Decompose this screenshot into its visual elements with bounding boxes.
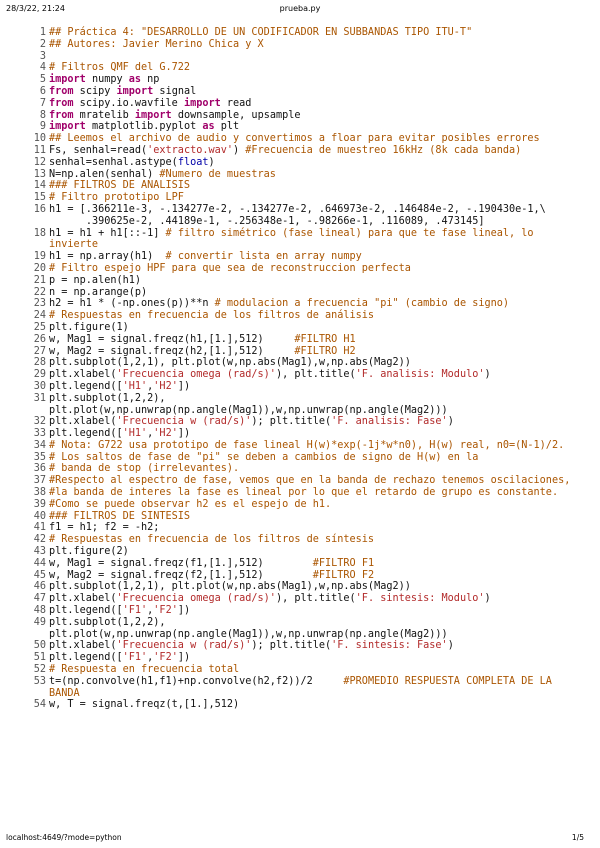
code-token: ): [233, 144, 246, 156]
line-code: [49, 357, 588, 369]
code-line: [28, 169, 588, 181]
line-number: 25: [33, 321, 46, 333]
line-number: 43: [33, 546, 46, 558]
code-token: # Respuesta en frecuencia total: [49, 664, 240, 676]
line-code: [49, 487, 588, 499]
line-number: 9: [39, 121, 46, 133]
line-code: [49, 192, 588, 204]
code-token: 'F1': [122, 605, 148, 617]
line-number: 19: [33, 251, 46, 263]
code-token: from: [49, 109, 74, 121]
line-number: 23: [33, 298, 46, 310]
code-token: plt: [214, 121, 240, 133]
line-code: [49, 522, 588, 534]
line-code: [49, 169, 588, 181]
code-line: [28, 558, 588, 570]
code-token: w, Mag2 = signal.freqz(f2,[1.],512): [49, 569, 313, 581]
code-token: #FILTRO H1: [294, 333, 356, 345]
line-number: 32: [33, 416, 46, 428]
code-line: [28, 334, 588, 346]
code-token: h1 = [.366211e-3, -.134277e-2, -.134277e-2, .646973e-2, .146484e-2, -.190430e-1,\ .390625e-2, .44189e-1, -.256348e-1, -.98266e-1, .116089, .473145]: [49, 203, 546, 227]
code-line: [28, 27, 588, 39]
code-token: ]): [177, 652, 191, 664]
line-number: 11: [33, 144, 46, 156]
code-line: [28, 346, 588, 358]
code-line: [28, 570, 588, 582]
code-line: [28, 381, 588, 393]
code-token: 'Frecuencia omega (rad/s)': [116, 593, 276, 605]
line-code: [49, 393, 588, 417]
code-line: [28, 652, 588, 664]
code-token: # convertir lista en array numpy: [165, 251, 362, 263]
line-number: 52: [33, 664, 46, 676]
code-line: [28, 275, 588, 287]
line-code: [49, 428, 588, 440]
line-number: 48: [33, 605, 46, 617]
code-token: # Los saltos de fase de "pi" se deben a cambios de signo de H(w) en la: [49, 451, 479, 463]
line-number: 35: [33, 451, 46, 463]
line-number: 22: [33, 286, 46, 298]
line-number: 34: [33, 439, 46, 451]
line-number: 5: [39, 74, 46, 86]
line-number: 31: [33, 392, 46, 404]
code-token: # Filtros QMF del G.722: [49, 62, 191, 74]
code-token: plt.subplot(1,2,1), plt.plot(w,np.abs(Mag1),w,np.abs(Mag2)): [49, 581, 411, 593]
line-number: 13: [33, 168, 46, 180]
code-line: [28, 180, 588, 192]
code-token: w, Mag1 = signal.freqz(h1,[1.],512): [49, 333, 295, 345]
code-line: [28, 452, 588, 464]
line-number: 45: [33, 569, 46, 581]
line-number: 29: [33, 369, 46, 381]
code-token: 'H2': [153, 428, 178, 440]
code-token: 'F1': [122, 652, 148, 664]
line-number: 15: [33, 192, 46, 204]
code-line: [28, 121, 588, 133]
code-token: 'H2': [153, 380, 178, 392]
code-token: 'F2': [153, 605, 178, 617]
line-number: 6: [39, 85, 46, 97]
code-token: plt.legend([: [49, 428, 123, 440]
code-token: ,: [147, 428, 154, 440]
code-token: #Respecto al espectro de fase, vemos que en la banda de rechazo tenemos oscilaciones,: [49, 475, 571, 487]
line-code: [49, 62, 588, 74]
code-token: plt.xlabel(: [49, 416, 117, 428]
code-line: [28, 546, 588, 558]
code-line: [28, 664, 588, 676]
line-number: 36: [33, 463, 46, 475]
code-token: f1 = h1; f2 = -h2;: [49, 522, 160, 534]
line-number: 20: [33, 262, 46, 274]
code-token: #Frecuencia de muestreo 16kHz (8k cada banda): [245, 144, 522, 156]
code-token: Fs, senhal=read(: [49, 144, 148, 156]
line-code: [49, 546, 588, 558]
line-code: [49, 334, 588, 346]
line-code: [49, 310, 588, 322]
code-token: plt.legend([: [49, 605, 123, 617]
line-number: 42: [33, 534, 46, 546]
line-code: [49, 605, 588, 617]
code-token: ): [208, 156, 215, 168]
code-line: [28, 463, 588, 475]
line-code: [49, 381, 588, 393]
line-code: [49, 570, 588, 582]
line-number: 28: [33, 357, 46, 369]
line-code: [49, 416, 588, 428]
code-token: # Respuestas en frecuencia de los filtros de síntesis: [49, 534, 375, 546]
code-token: import: [134, 109, 172, 121]
line-number: 41: [33, 522, 46, 534]
line-code: [49, 110, 588, 122]
code-token: ,: [147, 605, 154, 617]
code-line: [28, 251, 588, 263]
line-code: [49, 463, 588, 475]
line-number: 14: [33, 180, 46, 192]
code-token: import: [183, 97, 221, 109]
code-line: [28, 640, 588, 652]
code-line: [28, 475, 588, 487]
code-token: 'F. analisis: Fase': [331, 416, 448, 428]
code-token: ## Autores: Javier Merino Chica y X: [49, 38, 264, 50]
code-token: signal: [153, 85, 197, 97]
code-line: [28, 228, 588, 252]
line-code: [49, 322, 588, 334]
code-token: 'F2': [153, 652, 178, 664]
line-code: [49, 440, 588, 452]
code-line: [28, 192, 588, 204]
page-title: prueba.py: [279, 4, 321, 13]
page-url: localhost:4649/?mode=python: [6, 833, 122, 842]
line-code: [49, 51, 588, 63]
line-code: [49, 27, 588, 39]
code-line: [28, 39, 588, 51]
line-number: 7: [39, 97, 46, 109]
code-token: # Filtro prototipo LPF: [49, 192, 184, 204]
line-number: 44: [33, 557, 46, 569]
line-code: [49, 228, 588, 252]
code-line: [28, 487, 588, 499]
code-line: [28, 157, 588, 169]
line-code: [49, 581, 588, 593]
code-line: [28, 298, 588, 310]
code-token: as: [202, 121, 215, 133]
code-token: ); plt.title(: [251, 640, 332, 652]
code-line: [28, 310, 588, 322]
line-code: [49, 452, 588, 464]
code-token: from: [49, 97, 74, 109]
code-token: float: [177, 156, 209, 168]
code-line: [28, 428, 588, 440]
code-token: n = np.arange(p): [49, 286, 148, 298]
code-token: 'F. sintesis: Fase': [331, 640, 448, 652]
code-line: [28, 86, 588, 98]
code-line: [28, 204, 588, 228]
code-line: [28, 440, 588, 452]
line-code: [49, 39, 588, 51]
code-token: plt.subplot(1,2,1), plt.plot(w,np.abs(Mag1),w,np.abs(Mag2)): [49, 357, 411, 369]
code-token: import: [49, 74, 86, 86]
code-token: # filtro simétrico (fase lineal) para que te fase lineal, lo invierte: [49, 227, 540, 251]
code-token: plt.subplot(1,2,2), plt.plot(w,np.unwrap(np.angle(Mag1)),w,np.unwrap(np.angle(Mag2))): [49, 392, 448, 416]
line-code: [49, 652, 588, 664]
line-number: 4: [39, 62, 46, 74]
code-token: plt.xlabel(: [49, 369, 117, 381]
line-number: 51: [33, 652, 46, 664]
code-token: plt.legend([: [49, 380, 123, 392]
code-line: [28, 499, 588, 511]
line-code: [49, 369, 588, 381]
line-number: 47: [33, 593, 46, 605]
code-line: [28, 676, 588, 700]
code-line: [28, 511, 588, 523]
line-number: 26: [33, 333, 46, 345]
line-number: 2: [39, 38, 46, 50]
code-listing: [28, 27, 588, 711]
line-code: [49, 251, 588, 263]
code-token: N=np.alen(senhal): [49, 168, 160, 180]
line-code: [49, 699, 588, 711]
line-code: [49, 145, 588, 157]
code-line: [28, 51, 588, 63]
line-code: [49, 275, 588, 287]
code-token: downsample, upsample: [171, 109, 301, 121]
code-line: [28, 393, 588, 417]
line-number: 50: [33, 640, 46, 652]
code-token: ## Práctica 4: "DESARROLLO DE UN CODIFICADOR EN SUBBANDAS TIPO ITU-T": [49, 27, 473, 38]
code-token: w, Mag2 = signal.freqz(h2,[1.],512): [49, 345, 295, 357]
code-token: p = np.alen(h1): [49, 274, 142, 286]
code-token: w, T = signal.freqz(t,[1.],512): [49, 699, 240, 711]
code-line: [28, 593, 588, 605]
page-number: 1/5: [571, 833, 584, 842]
code-line: [28, 357, 588, 369]
line-code: [49, 475, 588, 487]
code-line: [28, 534, 588, 546]
line-number: 49: [33, 616, 46, 628]
code-token: plt.xlabel(: [49, 593, 117, 605]
code-token: import: [116, 85, 154, 97]
code-line: [28, 369, 588, 381]
code-token: 'H1': [122, 380, 148, 392]
code-token: ); plt.title(: [251, 416, 332, 428]
line-code: [49, 640, 588, 652]
line-number: 37: [33, 475, 46, 487]
code-token: plt.xlabel(: [49, 640, 117, 652]
code-token: 'extracto.wav': [147, 144, 234, 156]
line-number: 33: [33, 428, 46, 440]
code-token: ,: [147, 380, 154, 392]
code-token: ): [484, 593, 491, 605]
code-token: #FILTRO F1: [312, 557, 375, 569]
code-token: scipy: [73, 85, 117, 97]
code-line: [28, 322, 588, 334]
code-token: import: [49, 121, 86, 133]
line-code: [49, 74, 588, 86]
code-token: 'Frecuencia omega (rad/s)': [116, 369, 276, 381]
code-token: h2 = h1 * (-np.ones(p))**n: [49, 298, 215, 310]
line-code: [49, 346, 588, 358]
line-code: [49, 133, 588, 145]
line-number: 53: [33, 675, 46, 687]
line-code: [49, 180, 588, 192]
line-code: [49, 664, 588, 676]
code-token: ): [484, 369, 491, 381]
code-token: h1 = np.array(h1): [49, 251, 166, 263]
code-token: #Como se puede observar h2 es el espejo de h1.: [49, 498, 332, 510]
print-datetime: 28/3/22, 21:24: [6, 4, 65, 13]
code-token: # Filtro espejo HPF para que sea de reconstruccion perfecta: [49, 262, 411, 274]
code-token: #PROMEDIO RESPUESTA COMPLETA DE LA BANDA: [49, 675, 559, 699]
code-line: [28, 133, 588, 145]
code-token: #FILTRO F2: [312, 569, 375, 581]
line-number: 54: [33, 699, 46, 711]
line-number: 16: [33, 203, 46, 215]
code-token: ), plt.title(: [275, 369, 356, 381]
code-token: as: [128, 74, 142, 86]
code-token: # Respuestas en frecuencia de los filtros de análisis: [49, 310, 375, 322]
line-code: [49, 499, 588, 511]
line-number: 46: [33, 581, 46, 593]
code-token: plt.figure(1): [49, 321, 129, 333]
code-token: ,: [147, 652, 154, 664]
line-number: 39: [33, 498, 46, 510]
code-token: ]): [177, 380, 191, 392]
code-token: numpy: [85, 74, 129, 86]
code-token: 'F. analisis: Modulo': [355, 369, 485, 381]
line-number: 12: [33, 156, 46, 168]
line-number: 40: [33, 510, 46, 522]
line-number: 3: [39, 50, 46, 62]
code-token: plt.legend([: [49, 652, 123, 664]
code-token: np: [141, 74, 160, 86]
code-token: # banda de stop (irrelevantes).: [49, 463, 240, 475]
line-number: 18: [33, 227, 46, 239]
code-line: [28, 617, 588, 641]
code-line: [28, 62, 588, 74]
code-token: 'H1': [122, 428, 148, 440]
line-code: [49, 511, 588, 523]
code-token: from: [49, 85, 74, 97]
line-code: [49, 558, 588, 570]
line-code: [49, 157, 588, 169]
code-token: scipy.io.wavfile: [73, 97, 184, 109]
code-token: ]): [177, 605, 191, 617]
code-token: 'Frecuencia w (rad/s)': [116, 640, 252, 652]
code-token: ]): [177, 428, 191, 440]
code-token: 'Frecuencia w (rad/s)': [116, 416, 252, 428]
line-number: 38: [33, 487, 46, 499]
line-code: [49, 86, 588, 98]
code-token: w, Mag1 = signal.freqz(f1,[1.],512): [49, 557, 313, 569]
code-line: [28, 110, 588, 122]
line-code: [49, 617, 588, 641]
code-token: 'F. sintesis: Modulo': [355, 593, 485, 605]
code-token: # modulacion a frecuencia "pi" (cambio de signo): [214, 298, 510, 310]
line-number: 24: [33, 310, 46, 322]
line-number: 1: [39, 27, 46, 38]
code-token: ### FILTROS DE ANALISIS: [49, 180, 191, 192]
line-code: [49, 98, 588, 110]
code-token: plt.figure(2): [49, 546, 129, 558]
code-token: #la banda de interes la fase es lineal por lo que el retardo de grupo es constante.: [49, 487, 559, 499]
code-line: [28, 522, 588, 534]
code-token: matplotlib.pyplot: [85, 121, 203, 133]
code-line: [28, 145, 588, 157]
line-code: [49, 204, 588, 228]
code-line: [28, 416, 588, 428]
code-line: [28, 581, 588, 593]
line-number: 8: [39, 109, 46, 121]
code-line: [28, 98, 588, 110]
line-number: 27: [33, 345, 46, 357]
line-code: [49, 534, 588, 546]
line-number: 10: [33, 133, 46, 145]
code-token: read: [220, 97, 252, 109]
code-token: plt.subplot(1,2,2), plt.plot(w,np.unwrap(np.angle(Mag1)),w,np.unwrap(np.angle(Mag2))): [49, 616, 448, 640]
code-token: # Nota: G722 usa prototipo de fase lineal H(w)*exp(-1j*w*n0), H(w) real, n0=(N-1)/2.: [49, 439, 565, 451]
line-code: [49, 121, 588, 133]
code-line: [28, 287, 588, 299]
line-code: [49, 263, 588, 275]
code-token: t=(np.convolve(h1,f1)+np.convolve(h2,f2))/2: [49, 675, 344, 687]
code-line: [28, 605, 588, 617]
line-number: 21: [33, 274, 46, 286]
code-token: ): [447, 640, 454, 652]
code-token: senhal=senhal.astype(: [49, 156, 178, 168]
code-line: [28, 74, 588, 86]
code-line: [28, 699, 588, 711]
line-code: [49, 287, 588, 299]
code-token: ### FILTROS DE SINTESIS: [49, 510, 191, 522]
code-token: ## Leemos el archivo de audio y convertimos a floar para evitar posibles errores: [49, 133, 540, 145]
line-code: [49, 298, 588, 310]
code-line: [28, 263, 588, 275]
code-token: h1 = h1 + h1[::-1]: [49, 227, 166, 239]
code-token: #Numero de muestras: [159, 168, 276, 180]
code-token: mratelib: [73, 109, 135, 121]
line-number: 30: [33, 380, 46, 392]
code-token: ): [447, 416, 454, 428]
code-token: ), plt.title(: [275, 593, 356, 605]
line-code: [49, 676, 588, 700]
line-code: [49, 593, 588, 605]
code-token: #FILTRO H2: [294, 345, 356, 357]
